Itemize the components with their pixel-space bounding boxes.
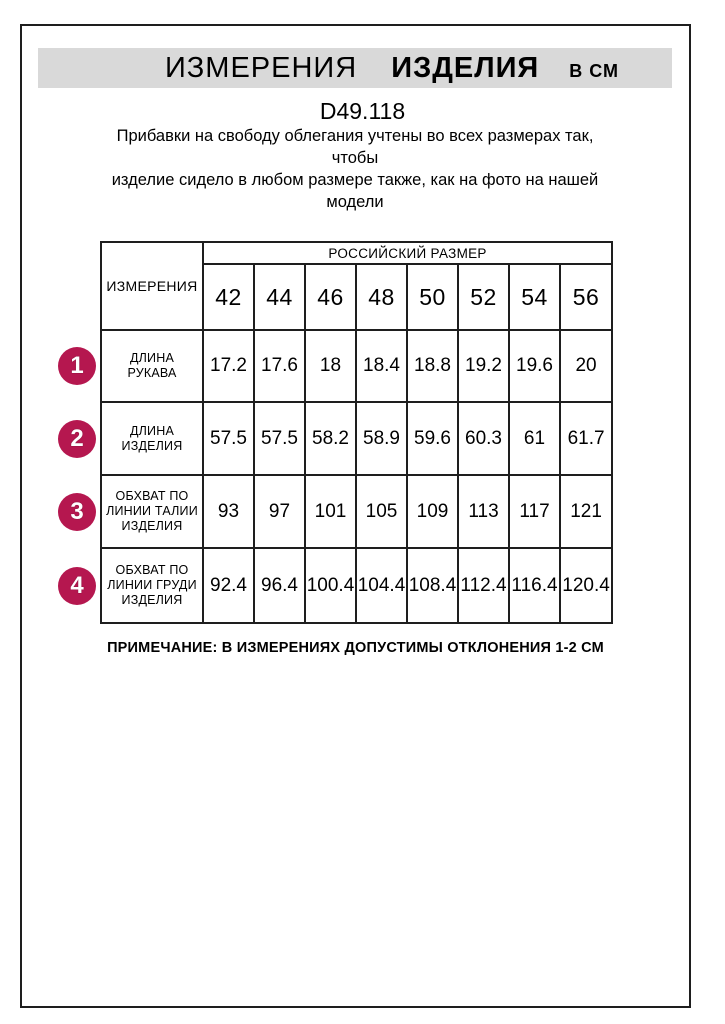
title-units: В СМ [569,61,620,81]
measurement-label: ДЛИНА ИЗДЕЛИЯ [101,402,203,475]
measurement-value: 121 [560,475,612,548]
measurement-value: 17.2 [203,330,254,402]
size-header-cell: 44 [254,264,305,330]
measurement-value: 58.2 [305,402,356,475]
measurement-value: 101 [305,475,356,548]
row-number-badge: 1 [58,347,96,385]
title-product: ИЗДЕЛИЯ [391,52,540,84]
row-number-badge: 3 [58,493,96,531]
size-header-cell: 56 [560,264,612,330]
russian-size-header: РОССИЙСКИЙ РАЗМЕР [203,242,612,264]
size-table [100,241,613,624]
table-row [101,402,612,475]
measurement-value: 96.4 [254,548,305,623]
measurement-label: ОБХВАТ ПО ЛИНИИ ГРУДИ ИЗДЕЛИЯ [101,548,203,623]
fit-description-line: изделие сидело в любом размере также, как на фото на нашей [111,171,599,189]
measurement-value: 104.4 [356,548,407,623]
title-bar [38,48,672,88]
measurement-value: 92.4 [203,548,254,623]
measurement-value: 120.4 [560,548,612,623]
measurement-value: 105 [356,475,407,548]
measurement-value: 20 [560,330,612,402]
measurement-value: 93 [203,475,254,548]
measurements-column-header: ИЗМЕРЕНИЯ [101,242,203,330]
row-number-badge: 4 [58,567,96,605]
measurement-value: 116.4 [509,548,560,623]
measurement-value: 108.4 [407,548,458,623]
measurement-value: 117 [509,475,560,548]
measurement-value: 113 [458,475,509,548]
measurement-value: 58.9 [356,402,407,475]
measurement-value: 19.6 [509,330,560,402]
measurement-value: 18 [305,330,356,402]
measurement-value: 19.2 [458,330,509,402]
table-row [101,548,612,623]
table-row [101,475,612,548]
group-header-row [101,242,612,264]
fit-description [92,125,618,213]
size-header-cell: 48 [356,264,407,330]
measurement-value: 112.4 [458,548,509,623]
measurement-value: 57.5 [254,402,305,475]
measurement-value: 97 [254,475,305,548]
size-header-cell: 46 [305,264,356,330]
measurement-value: 17.6 [254,330,305,402]
measurement-value: 61.7 [560,402,612,475]
measurement-value: 100.4 [305,548,356,623]
size-header-cell: 52 [458,264,509,330]
measurement-value: 109 [407,475,458,548]
article-code: D49.118 [319,98,406,124]
size-header-cell: 54 [509,264,560,330]
measurement-label: ОБХВАТ ПО ЛИНИИ ТАЛИИ ИЗДЕЛИЯ [101,475,203,548]
measurement-value: 60.3 [458,402,509,475]
measurement-value: 57.5 [203,402,254,475]
measurement-label: ДЛИНА РУКАВА [101,330,203,402]
tolerance-note: ПРИМЕЧАНИЕ: В ИЗМЕРЕНИЯХ ДОПУСТИМЫ ОТКЛОНЕНИЯ 1-2 СМ [107,640,604,656]
size-header-cell: 42 [203,264,254,330]
measurement-value: 18.4 [356,330,407,402]
measurement-value: 61 [509,402,560,475]
row-number-badge: 2 [58,420,96,458]
table-body [101,330,612,623]
table-row [101,330,612,402]
measurement-value: 18.8 [407,330,458,402]
fit-description-line: модели [326,193,384,211]
measurement-value: 59.6 [407,402,458,475]
size-header-cell: 50 [407,264,458,330]
title-measurements: ИЗМЕРЕНИЯ [164,52,358,84]
fit-description-line: Прибавки на свободу облегания учтены во всех размерах так, чтобы [116,127,594,167]
